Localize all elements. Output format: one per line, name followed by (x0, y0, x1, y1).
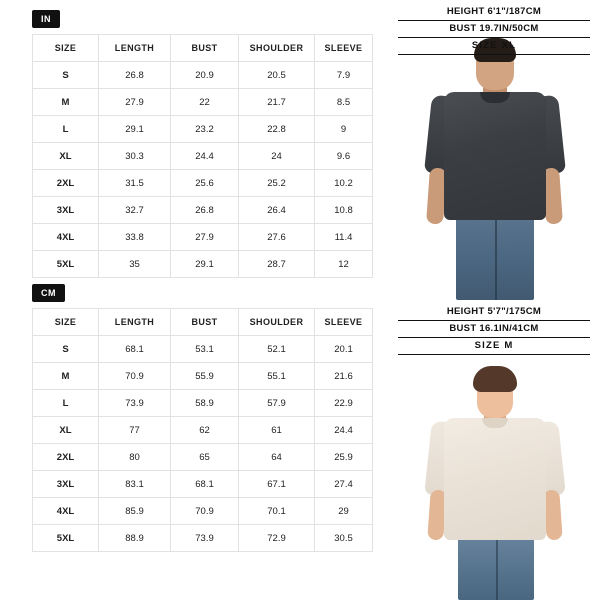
cell-length: 77 (99, 417, 171, 444)
size-table-cm (32, 308, 373, 552)
cell-shoulder: 55.1 (239, 363, 315, 390)
cell-size: XL (33, 417, 99, 444)
cell-length: 85.9 (99, 498, 171, 525)
model-size-female: SIZE M (398, 338, 590, 355)
hair-top-shape (473, 366, 517, 392)
cell-shoulder: 61 (239, 417, 315, 444)
model-panel-female (388, 300, 600, 600)
column-header: BUST (171, 309, 239, 336)
cell-shoulder: 25.2 (239, 170, 315, 197)
cell-length: 27.9 (99, 89, 171, 116)
column-header: SIZE (33, 309, 99, 336)
cell-shoulder: 70.1 (239, 498, 315, 525)
unit-badge-in: IN (32, 10, 60, 28)
cell-bust: 22 (171, 89, 239, 116)
cell-size: 3XL (33, 471, 99, 498)
cell-bust: 27.9 (171, 224, 239, 251)
cell-size: S (33, 62, 99, 89)
cell-size: 5XL (33, 525, 99, 552)
table-header-row (33, 35, 373, 62)
table-row (33, 143, 373, 170)
cell-bust: 58.9 (171, 390, 239, 417)
cell-length: 68.1 (99, 336, 171, 363)
cell-sleeve: 30.5 (315, 525, 373, 552)
column-header: SIZE (33, 35, 99, 62)
cell-length: 83.1 (99, 471, 171, 498)
cell-sleeve: 27.4 (315, 471, 373, 498)
table-row (33, 197, 373, 224)
cell-sleeve: 11.4 (315, 224, 373, 251)
column-header: SLEEVE (315, 35, 373, 62)
cell-bust: 73.9 (171, 525, 239, 552)
cell-shoulder: 24 (239, 143, 315, 170)
cell-sleeve: 9 (315, 116, 373, 143)
model-height-male: HEIGHT 6'1"/187CM (398, 4, 590, 21)
cell-size: L (33, 390, 99, 417)
cell-size: M (33, 89, 99, 116)
cell-sleeve: 8.5 (315, 89, 373, 116)
column-header: LENGTH (99, 309, 171, 336)
tshirt-shape (444, 92, 546, 220)
cell-shoulder: 57.9 (239, 390, 315, 417)
cell-bust: 68.1 (171, 471, 239, 498)
column-header: SHOULDER (239, 309, 315, 336)
cell-sleeve: 20.1 (315, 336, 373, 363)
cell-bust: 23.2 (171, 116, 239, 143)
cell-length: 33.8 (99, 224, 171, 251)
table-row (33, 336, 373, 363)
cell-sleeve: 21.6 (315, 363, 373, 390)
cell-shoulder: 52.1 (239, 336, 315, 363)
cell-bust: 29.1 (171, 251, 239, 278)
cell-size: M (33, 363, 99, 390)
cell-shoulder: 20.5 (239, 62, 315, 89)
cell-shoulder: 21.7 (239, 89, 315, 116)
cell-bust: 70.9 (171, 498, 239, 525)
cell-sleeve: 29 (315, 498, 373, 525)
table-row (33, 417, 373, 444)
cell-shoulder: 22.8 (239, 116, 315, 143)
cell-sleeve: 25.9 (315, 444, 373, 471)
cell-bust: 55.9 (171, 363, 239, 390)
model-height-female: HEIGHT 5'7"/175CM (398, 304, 590, 321)
size-table-in (32, 34, 373, 278)
unit-badge-cm: CM (32, 284, 65, 302)
cell-bust: 65 (171, 444, 239, 471)
column-header: LENGTH (99, 35, 171, 62)
cell-length: 29.1 (99, 116, 171, 143)
cell-bust: 62 (171, 417, 239, 444)
table-row (33, 471, 373, 498)
cell-size: L (33, 116, 99, 143)
cell-size: 4XL (33, 224, 99, 251)
table-row (33, 62, 373, 89)
cell-shoulder: 28.7 (239, 251, 315, 278)
table-row (33, 116, 373, 143)
cell-sleeve: 22.9 (315, 390, 373, 417)
size-table-block-in (12, 8, 378, 278)
cell-shoulder: 67.1 (239, 471, 315, 498)
model-caption-female (388, 300, 600, 355)
cell-size: S (33, 336, 99, 363)
column-header: BUST (171, 35, 239, 62)
cell-bust: 24.4 (171, 143, 239, 170)
cell-bust: 53.1 (171, 336, 239, 363)
cell-length: 35 (99, 251, 171, 278)
arm-right-shape (543, 490, 562, 541)
cell-length: 73.9 (99, 390, 171, 417)
cell-shoulder: 64 (239, 444, 315, 471)
table-row (33, 170, 373, 197)
cell-bust: 20.9 (171, 62, 239, 89)
table-row (33, 525, 373, 552)
cell-bust: 25.6 (171, 170, 239, 197)
cell-sleeve: 10.8 (315, 197, 373, 224)
column-header: SHOULDER (239, 35, 315, 62)
table-row (33, 444, 373, 471)
cell-length: 31.5 (99, 170, 171, 197)
cell-size: 5XL (33, 251, 99, 278)
cell-size: 2XL (33, 444, 99, 471)
cell-shoulder: 72.9 (239, 525, 315, 552)
table-row (33, 224, 373, 251)
model-size-male: SIZE XL (398, 38, 590, 55)
cell-sleeve: 12 (315, 251, 373, 278)
table-row (33, 251, 373, 278)
table-row (33, 363, 373, 390)
model-caption-male (388, 0, 600, 55)
cell-size: 2XL (33, 170, 99, 197)
cell-sleeve: 7.9 (315, 62, 373, 89)
cell-length: 32.7 (99, 197, 171, 224)
cell-sleeve: 24.4 (315, 417, 373, 444)
cell-size: 3XL (33, 197, 99, 224)
cell-size: 4XL (33, 498, 99, 525)
model-panel-male (388, 0, 600, 300)
size-table-block-cm (12, 282, 378, 552)
table-row (33, 89, 373, 116)
model-photos-column (388, 0, 600, 600)
table-header-row (33, 309, 373, 336)
cell-size: XL (33, 143, 99, 170)
cell-sleeve: 10.2 (315, 170, 373, 197)
model-bust-female: BUST 16.1IN/41CM (398, 321, 590, 338)
cell-shoulder: 27.6 (239, 224, 315, 251)
column-header: SLEEVE (315, 309, 373, 336)
cell-length: 26.8 (99, 62, 171, 89)
tshirt-shape (444, 418, 546, 540)
table-row (33, 390, 373, 417)
cell-length: 30.3 (99, 143, 171, 170)
cell-bust: 26.8 (171, 197, 239, 224)
cell-length: 70.9 (99, 363, 171, 390)
cell-shoulder: 26.4 (239, 197, 315, 224)
table-row (33, 498, 373, 525)
cell-length: 80 (99, 444, 171, 471)
model-bust-male: BUST 19.7IN/50CM (398, 21, 590, 38)
cell-length: 88.9 (99, 525, 171, 552)
cell-sleeve: 9.6 (315, 143, 373, 170)
